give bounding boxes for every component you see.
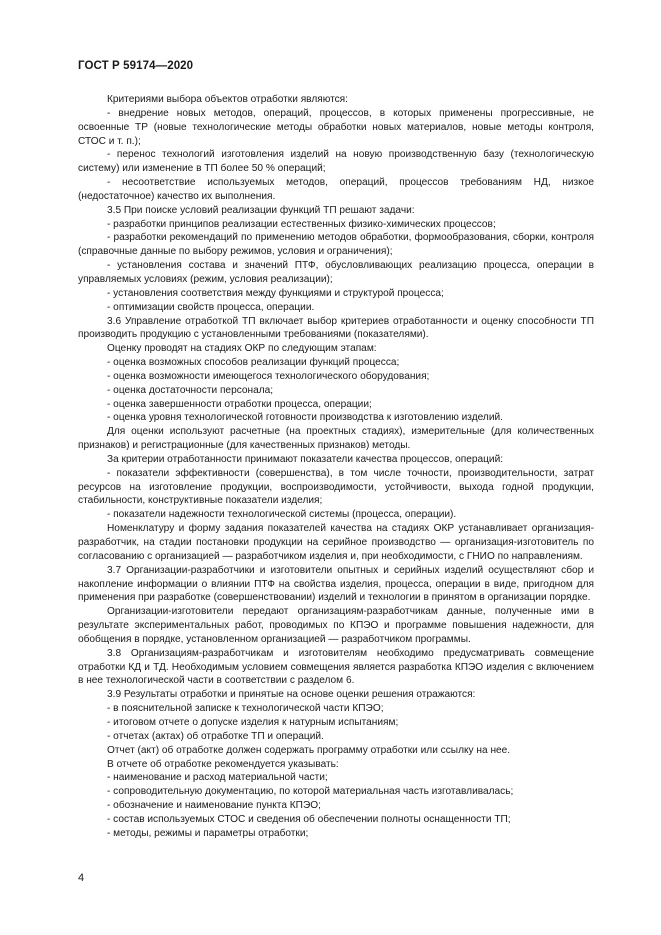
- list-item: - итоговом отчете о допуске изделия к натурным испытаниям;: [107, 716, 399, 728]
- list-item: - оценка уровня технологической готовности производства к изготовлению изделий.: [107, 412, 503, 424]
- list-item: - внедрение новых методов, операций, процессов, в которых применены прогрессивные, не освоенные ТР (новые технологические методы обработки новых материалов, новые методы контроля, СТОС и т. п.);: [78, 107, 594, 147]
- list-item: - обозначение и наименование пункта КПЭО;: [107, 800, 321, 812]
- list-item: - несоответствие используемых методов, операций, процессов требованиям НД, низкое (недостаточное) качество их выполнения.: [78, 177, 594, 202]
- list-item: - оценка достаточности персонала;: [107, 384, 274, 396]
- list-item: - в пояснительной записке к технологической части КПЭО;: [107, 703, 384, 715]
- clause-3-6: 3.6 Управление отработкой ТП включает выбор критериев отработанности и оценку способности ТП производить продукцию с установленными требованиями (показателями).: [78, 315, 594, 341]
- list-item: - методы, режимы и параметры отработки;: [107, 827, 309, 839]
- paragraph: Организации-изготовители передают организациям-разработчикам данные, полученные ими в результате экспериментальных работ, проводимых по КПЭО и программе повышения надежности, для обобщения в порядке, установленном организацией — разработчиком программы.: [78, 606, 594, 645]
- list-item: - показатели надежности технологической системы (процесса, операции).: [107, 509, 457, 521]
- list-item: - сопроводительную документацию, по которой материальная часть изготавливалась;: [107, 786, 514, 798]
- list-item: - наименование и расход материальной части;: [107, 772, 328, 784]
- list-item: - оптимизации свойств процесса, операции.: [107, 301, 315, 313]
- list-item: - установления соответствия между функциями и структурой процесса;: [107, 287, 444, 299]
- document-body: [78, 93, 594, 841]
- paragraph: Оценку проводят на стадиях ОКР по следующим этапам:: [107, 343, 377, 355]
- clause-3-8: 3.8 Организациям-разработчикам и изготовителям необходимо предусматривать совмещение отработки КД и ТД. Необходимым условием совмещения является разработка КПЭО изделия с включением в нее технологической части в соответствии с разделом 6.: [78, 647, 594, 687]
- paragraph: Критериями выбора объектов отработки являются:: [107, 94, 348, 105]
- list-item: - оценка возможности имеющегося технологического оборудования;: [107, 370, 430, 382]
- clause-3-9: 3.9 Результаты отработки и принятые на основе оценки решения отражаются:: [107, 689, 476, 701]
- paragraph: За критерии отработанности принимают показатели качества процессов, операций:: [107, 453, 504, 465]
- clause-3-7: 3.7 Организации-разработчики и изготовители опытных и серийных изделий осуществляют сбор и накопление информации о влиянии ПТФ на свойства изделия, процесса, операции в виде, пригодном для применения при разработке (совершенствовании) изделий и технологии в принятом в организации порядке.: [78, 564, 594, 604]
- paragraph: Для оценки используют расчетные (на проектных стадиях), измерительные (для количественных признаков) и регистрационные (для качественных признаков) методы.: [78, 426, 594, 452]
- list-item: - перенос технологий изготовления изделий на новую производственную базу (технологическую систему) или изменение в ТП более 50 % операций;: [78, 149, 594, 175]
- list-item: - разработки рекомендаций по применению методов обработки, формообразования, сборки, контроля (справочные данные по выбору режимов, условия и ограничения);: [78, 232, 594, 258]
- paragraph: Отчет (акт) об отработке должен содержать программу отработки или ссылку на нее.: [107, 744, 511, 756]
- list-item: - отчетах (актах) об отработке ТП и операций.: [107, 730, 324, 742]
- list-item: - состав используемых СТОС и сведения об обеспечении полноты оснащенности ТП;: [107, 813, 511, 825]
- document-header: ГОСТ Р 59174—2020: [78, 60, 194, 72]
- list-item: - показатели эффективности (совершенства), в том числе точности, производительности, затрат ресурсов на изготовление продукции, воспроизводимости, устойчивости, выхода годной продукции, стабильности, конструктивные показатели изделия;: [78, 467, 594, 507]
- list-item: - оценка возможных способов реализации функций процесса;: [107, 357, 400, 369]
- paragraph: Номенклатуру и форму задания показателей качества на стадиях ОКР устанавливает организация-разработчик, на стадии постановки продукции на серийное производство — организация-изготовитель по согласованию с организацией — разработчиком изделия и, при необходимости, с ГНИО по направлениям.: [78, 523, 594, 562]
- list-item: - установления состава и значений ПТФ, обусловливающих реализацию процесса, операции в управляемых условиях (режим, условия реализации);: [78, 260, 594, 285]
- clause-3-5: 3.5 При поиске условий реализации функций ТП решают задачи:: [107, 204, 415, 216]
- page-number: 4: [78, 872, 85, 884]
- paragraph: В отчете об отработке рекомендуется указывать:: [107, 758, 339, 770]
- list-item: - разработки принципов реализации естественных физико-химических процессов;: [107, 218, 496, 230]
- list-item: - оценка завершенности отработки процесса, операции;: [107, 398, 372, 410]
